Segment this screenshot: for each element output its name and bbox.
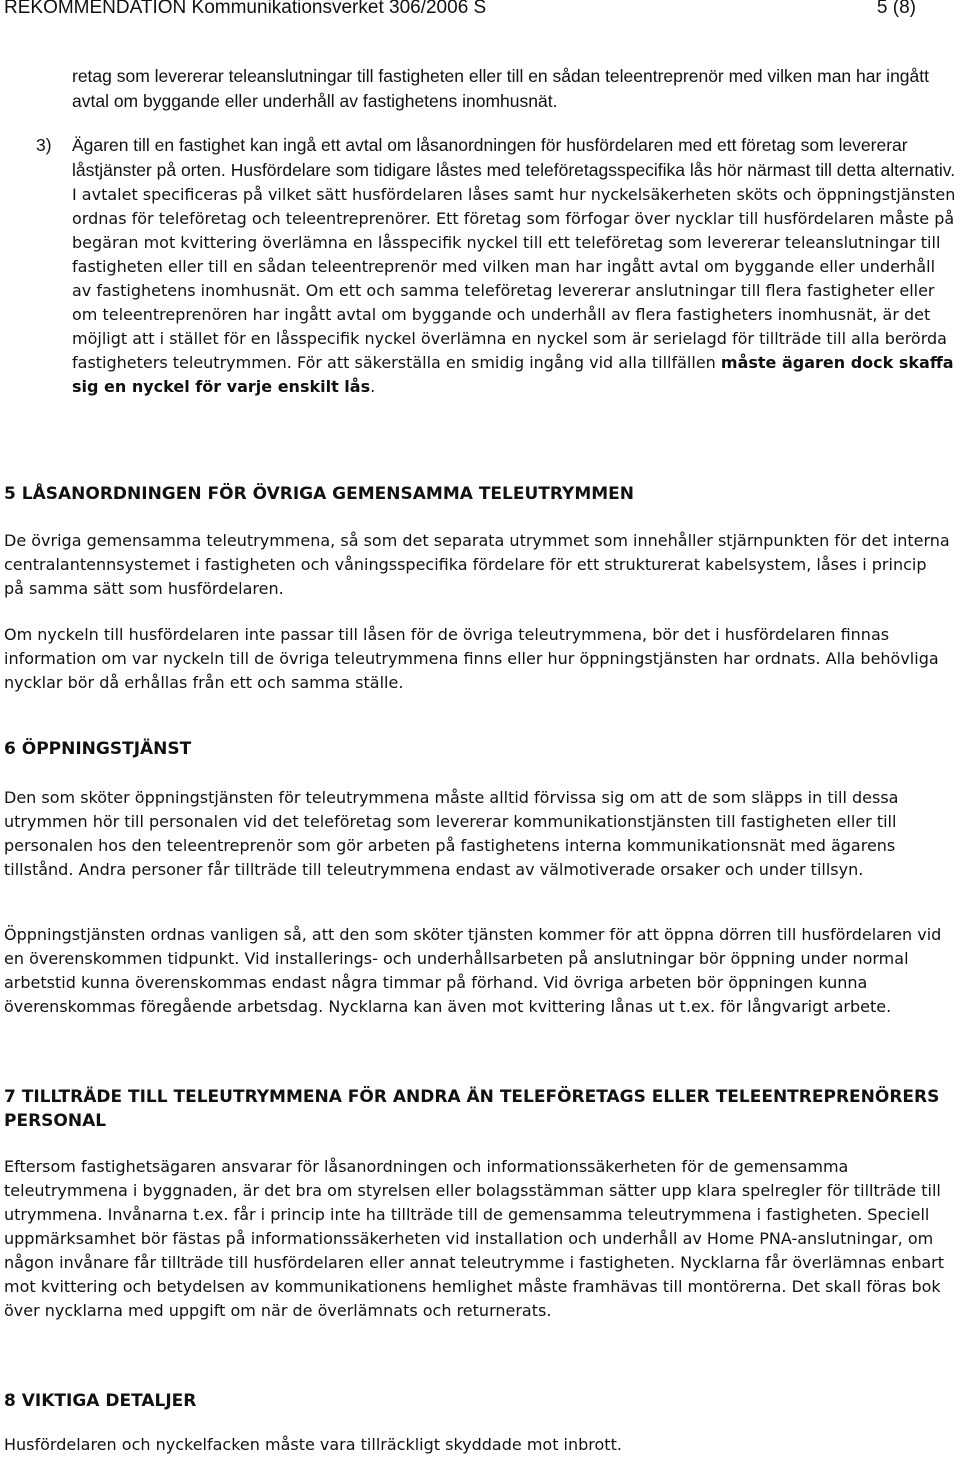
section-8-heading: 8 VIKTIGA DETALJER xyxy=(4,1391,197,1411)
document-reference: REKOMMENDATION Kommunikationsverket 306/2006 S xyxy=(4,0,487,18)
section-7-paragraph-1: Eftersom fastighetsägaren ansvarar för låsanordningen och informationssäkerheten för de gemensamma teleutrymmena i byggnaden, är det bra om styrelsen eller bolagsstämman sätter upp klara spelregler för tillträde till utrymmena. Invånarna t.ex. får i princip inte ha tillträde till de gemensamma teleutrymmena i fastigheten. Speciell uppmärksamhet bör fästas på informationssäkerheten vid installation och underhåll av Home PNA-anslutningar, om någon invånare får tillträde till husfördelaren eller annat teleutrymme i fastigheten. Nycklarna får överlämnas enbart mot kvittering och betydelsen av kommunikationens hemlighet måste framhävas till montörerna. Det skall föras bok över nycklarna med uppgift om när de överlämnats och returnerats. xyxy=(4,1157,945,1320)
item3-text-a: Ägaren till en fastighet kan ingå ett avtal om låsanordningen för husfördelaren med ett företag som levererar låstjänster på orten. xyxy=(72,135,908,180)
section-6-paragraph-2: Öppningstjänsten ordnas vanligen så, att den som sköter tjänsten kommer för att öppna dörren till husfördelaren vid en överenskommen tidpunkt. Vid installerings- och underhållsarbeten på anslutningar bör öppning under normal arbetstid kunna överenskommas endast några timmar på förhand. Vid övriga arbeten bör öppningen kunna överenskommas föregående arbetsdag. Nycklarna kan även mot kvittering lånas ut t.ex. för långvarigt arbete. xyxy=(4,925,942,1016)
item3-text-c: I avtalet specificeras på vilket sätt husfördelaren låses samt hur nyckelsäkerheten sköts och öppningstjänsten ordnas för teleföretag och teleentreprenörer. Ett företag som förfogar över nycklar till husfördelaren måste på begäran mot kvittering överlämna en låsspecifik nyckel till ett teleföretag som levererar teleanslutningar till fastigheten eller till en sådan teleentreprenör med vilken man har ingått avtal om byggande eller underhåll av fastighetens inomhusnät. xyxy=(72,185,956,300)
list-item-number: 3) xyxy=(36,135,52,155)
item3-end: . xyxy=(370,377,376,396)
section-8-paragraph-1: Husfördelaren och nyckelfacken måste vara tillräckligt skyddade mot inbrott. xyxy=(4,1435,622,1454)
section-5-heading: 5 LÅSANORDNINGEN FÖR ÖVRIGA GEMENSAMMA TELEUTRYMMEN xyxy=(4,484,635,504)
section-5-paragraph-2: Om nyckeln till husfördelaren inte passar till låsen för de övriga teleutrymmena, bör det i husfördelaren finnas information om var nyckeln till de övriga teleutrymmena finns eller hur öppningstjänsten har ordnats. Alla behövliga nycklar bör då erhållas från ett och samma ställe. xyxy=(4,625,939,692)
list-item-text xyxy=(72,133,956,399)
page-header xyxy=(0,0,960,20)
item3-text-b: Husfördelare som tidigare låstes med teleföretagsspecifika lås hör närmast till detta alternativ. xyxy=(230,160,956,180)
item3-text-e: För att säkerställa en smidig ingång vid alla tillfällen xyxy=(296,353,716,372)
section-5-paragraph-1: De övriga gemensamma teleutrymmena, så som det separata utrymmet som innehåller stjärnpunkten för det interna centralantennsystemet i fastigheten och våningsspecifika fördelare för ett strukturerat kabelsystem, låses i princip på samma sätt som husfördelaren. xyxy=(4,531,950,598)
section-7-heading: 7 TILLTRÄDE TILL TELEUTRYMMENA FÖR ANDRA ÄN TELEFÖRETAGS ELLER TELEENTREPRENÖRERS PERSONAL xyxy=(4,1087,940,1131)
page-number: 5 (8) xyxy=(876,0,916,18)
item3-emphasis: måste ägaren dock skaffa sig en nyckel för varje enskilt lås xyxy=(72,353,954,396)
section-6-paragraph-1: Den som sköter öppningstjänsten för teleutrymmena måste alltid förvissa sig om att de som släpps in till dessa utrymmen hör till personalen vid det teleföretag som levererar kommunikationstjänsten till fastigheten eller till personalen hos den teleentreprenör som gör arbeten på fastighetens interna kommunikationsnät med ägarens tillstånd. Andra personer får tillträde till teleutrymmena endast av välmotiverade orsaker och under tillsyn. xyxy=(4,788,899,879)
section-6-heading: 6 ÖPPNINGSTJÄNST xyxy=(4,739,192,759)
intro-paragraph: retag som levererar teleanslutningar till fastigheten eller till en sådan teleentreprenör med vilken man har ingått avtal om byggande eller underhåll av fastighetens inomhusnät. xyxy=(72,66,929,111)
item3-text-d: Om ett och samma teleföretag levererar anslutningar till flera fastigheter eller om teleentreprenören har ingått avtal om byggande och underhåll av flera fastigheters inomhusnät, är det möjligt att i stället för en låsspecifik nyckel överlämna en nyckel som är serielagd för tillträde till alla berörda fastigheters teleutrymmen. xyxy=(72,281,947,372)
